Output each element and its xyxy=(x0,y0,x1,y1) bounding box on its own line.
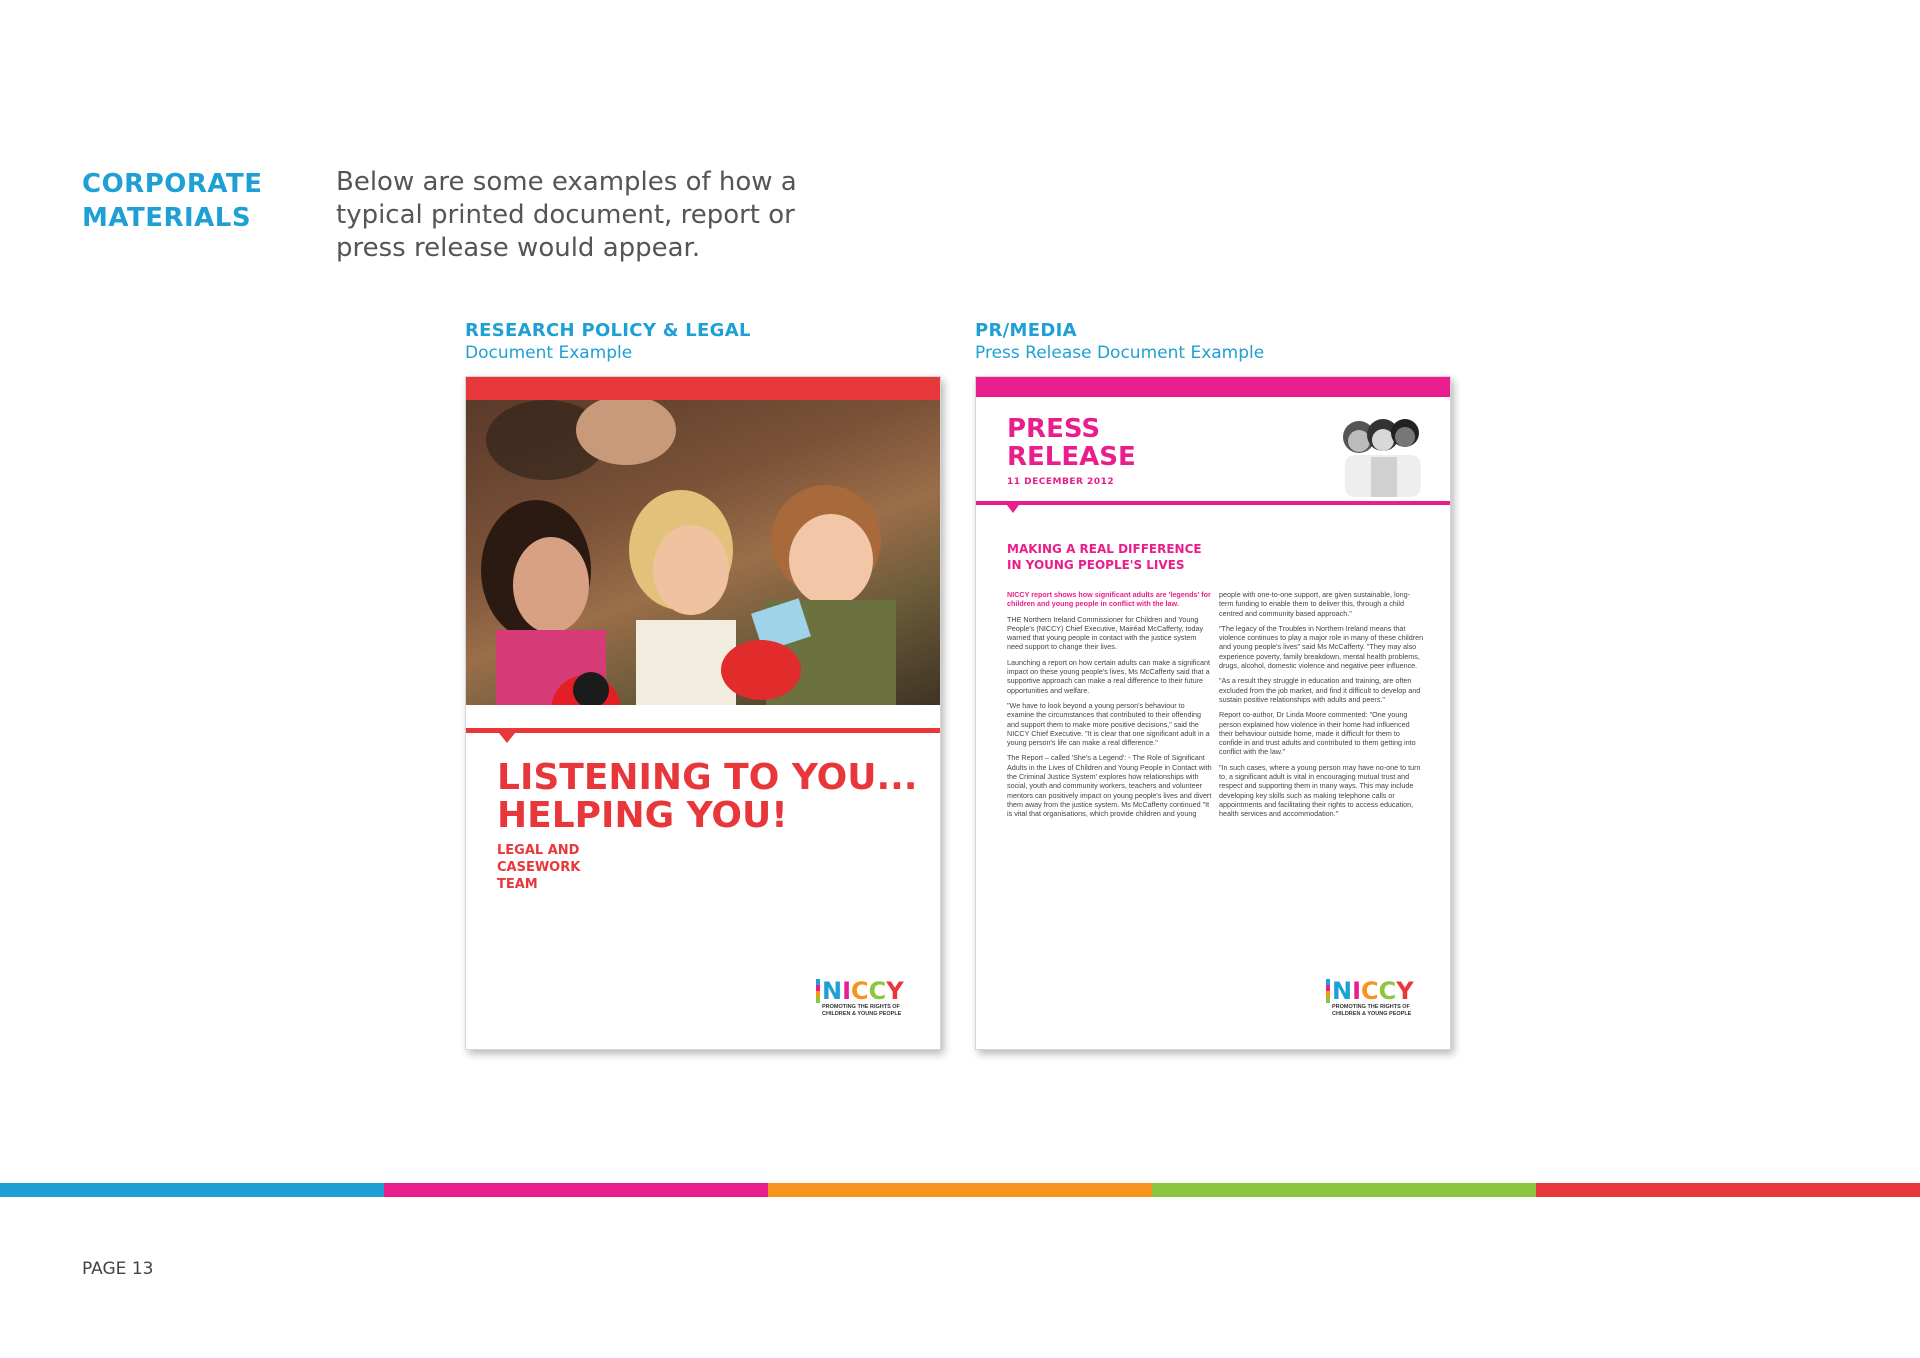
stripe-segment xyxy=(768,1183,1152,1197)
niccy-logo xyxy=(1326,978,1422,1018)
press-release-document xyxy=(975,376,1451,1050)
cover-pointer-icon xyxy=(499,733,515,743)
intro-text: Below are some examples of how a typical printed document, report or press release would appear. xyxy=(336,167,797,263)
stripe-segment xyxy=(1536,1183,1920,1197)
press-paragraph: "The legacy of the Troubles in Northern Ireland means that violence continues to play a major role in many of these children and young people's lives" said Ms McCafferty. "They may also experience poverty, family breakdown, mental health problems, drugs, alcohol, domestic violence and negative peer influence. xyxy=(1219,623,1424,671)
logo-letter: C xyxy=(868,977,887,1005)
cover-subtitle-line: LEGAL AND xyxy=(497,843,580,858)
logo-letter: Y xyxy=(886,977,904,1005)
left-column-label xyxy=(465,320,751,364)
stripe-segment xyxy=(0,1183,384,1197)
press-paragraph: NICCY report shows how significant adults are 'legends' for children and young people in conflict with the law. xyxy=(1007,590,1211,609)
logo-letter: I xyxy=(1352,977,1362,1005)
press-headline-line1: MAKING A REAL DIFFERENCE xyxy=(1007,542,1202,556)
right-column-label xyxy=(975,320,1264,364)
logo-bar-icon xyxy=(816,979,820,1003)
cover-title-line2: HELPING YOU! xyxy=(497,795,788,836)
press-title-line1: PRESS xyxy=(1007,414,1101,444)
cover-title-line1: LISTENING TO YOU... xyxy=(497,757,918,798)
press-paragraph: "As a result they struggle in education and training, are often excluded from the job market, and find it difficult to develop and sustain positive relationships with adults and peers." xyxy=(1219,676,1421,704)
press-paragraph: "We have to look beyond a young person's behaviour to examine the circumstances that contributed to their offending and support them to make more positive decisions," said the NICCY Chief Executive. "It is clear that one significant adult in a young person's life can make a real difference." xyxy=(1007,700,1210,748)
stripe-segment xyxy=(1152,1183,1536,1197)
children-photo-illustration xyxy=(466,400,940,705)
cover-subtitle-line: CASEWORK xyxy=(497,860,581,875)
press-headline xyxy=(1007,541,1227,573)
press-top-bar xyxy=(976,377,1450,397)
section-title xyxy=(82,167,262,235)
logo-letter: Y xyxy=(1396,977,1414,1005)
logo-letter: C xyxy=(1378,977,1397,1005)
logo-tagline-line1: PROMOTING THE RIGHTS OF xyxy=(1332,1004,1410,1010)
press-paragraph: THE Northern Ireland Commissioner for Children and Young People's (NICCY) Chief Executive, Mairéad McCafferty, today warned that young people in contact with the justice system need support to change their lives. xyxy=(1007,614,1204,652)
press-paragraph: "In such cases, where a young person may have no-one to turn to, a significant adult is vital in encouraging mutual trust and respect and supporting them in many ways. This may include developing key skills such as making telephone calls or appointments and facilitating their rights to access education, health services and accommodation." xyxy=(1219,762,1421,819)
left-column-subheading: Document Example xyxy=(465,343,633,363)
press-divider xyxy=(976,501,1450,505)
press-headline-line2: IN YOUNG PEOPLE'S LIVES xyxy=(1007,558,1185,572)
page-number: PAGE 13 xyxy=(82,1259,154,1279)
logo-tagline xyxy=(1332,1004,1422,1018)
press-column-1 xyxy=(1007,590,1212,825)
cover-divider xyxy=(466,728,940,733)
logo-letter: C xyxy=(1361,977,1379,1005)
logo-tagline-line1: PROMOTING THE RIGHTS OF xyxy=(822,1004,900,1010)
niccy-logo xyxy=(816,978,912,1018)
logo-tagline-line2: CHILDREN & YOUNG PEOPLE xyxy=(1332,1011,1412,1017)
section-title-line1: CORPORATE xyxy=(82,169,263,199)
press-paragraph: The Report – called 'She's a Legend': - The Role of Significant Adults in the Lives of Children and Young People in Contact with the Criminal Justice System' explores how relationships with social, youth and community workers, teachers and volunteer mentors can positively impact on young people's lives and divert them away from the justice system. Ms McCafferty continued "It is vital that organisations, which provide children and young xyxy=(1007,753,1212,819)
logo-tagline xyxy=(822,1004,912,1018)
logo-bar-icon xyxy=(1326,979,1330,1003)
children-group-photo xyxy=(1331,407,1431,497)
section-title-line2: MATERIALS xyxy=(82,203,252,233)
logo-letter: C xyxy=(851,977,869,1005)
cover-title xyxy=(497,759,927,835)
logo-tagline-line2: CHILDREN & YOUNG PEOPLE xyxy=(822,1011,902,1017)
cover-document xyxy=(465,376,941,1050)
cover-subtitle-line: TEAM xyxy=(497,877,538,892)
cover-subtitle xyxy=(497,842,580,893)
press-date: 11 DECEMBER 2012 xyxy=(1007,477,1115,487)
stripe-segment xyxy=(384,1183,768,1197)
press-column-2 xyxy=(1219,590,1424,825)
right-column-subheading: Press Release Document Example xyxy=(975,343,1265,363)
press-paragraph: people with one-to-one support, are given sustainable, long-term funding to enable them to deliver this, through a child centred and community based approach." xyxy=(1219,590,1410,618)
logo-letter: I xyxy=(842,977,852,1005)
logo-letter: N xyxy=(1332,977,1353,1005)
cover-top-bar xyxy=(466,377,940,400)
logo-letter: N xyxy=(822,977,843,1005)
color-stripe xyxy=(0,1183,1920,1197)
press-pointer-icon xyxy=(1007,505,1019,513)
left-column-heading: RESEARCH POLICY & LEGAL xyxy=(465,320,751,341)
press-paragraph: Launching a report on how certain adults can make a significant impact on these young people's lives, Ms McCafferty said that a supportive approach can make a real difference to their future opportunities and welfare. xyxy=(1007,657,1210,695)
press-paragraph: Report co-author, Dr Linda Moore commented: "One young person explained how violence in their home had influenced their behaviour outside home, made it difficult for them to confide in and trust adults and contributed to them getting into conflict with the law." xyxy=(1219,710,1416,757)
right-column-heading: PR/MEDIA xyxy=(975,320,1077,341)
press-title xyxy=(1007,415,1136,471)
children-photo xyxy=(466,400,940,705)
press-title-line2: RELEASE xyxy=(1007,442,1136,472)
